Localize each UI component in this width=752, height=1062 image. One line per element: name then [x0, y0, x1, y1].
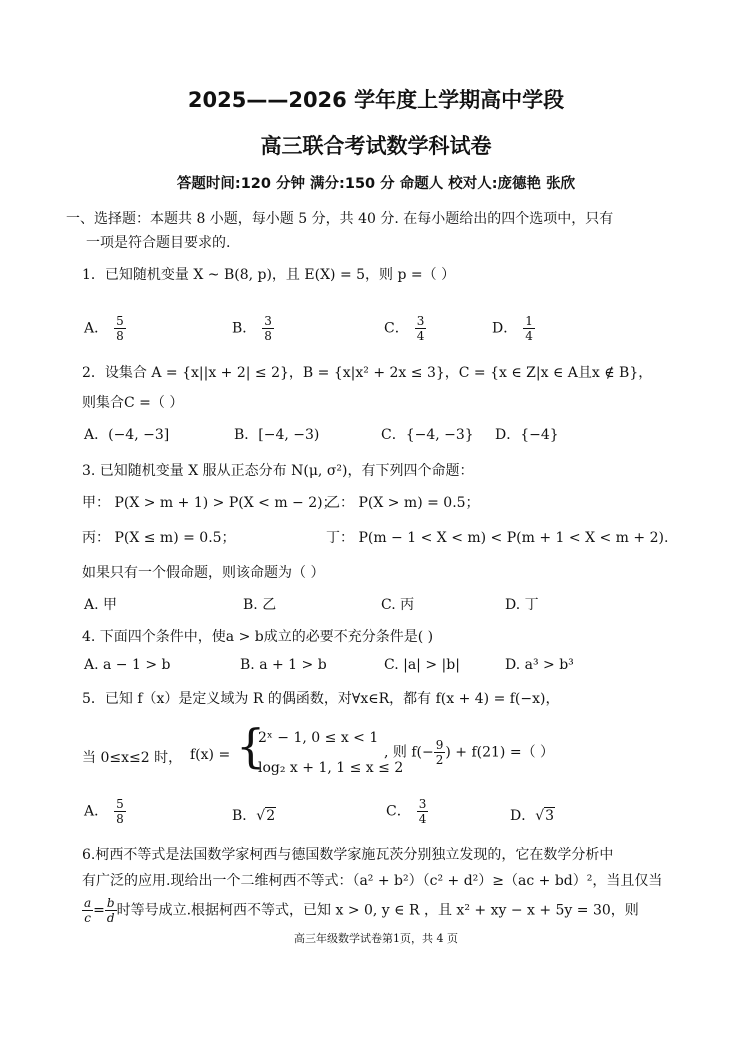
left-brace-icon: { [236, 719, 266, 773]
q4-stem: 4. 下面四个条件中，使a > b成立的必要不充分条件是( ) [82, 629, 434, 645]
q6-line1: 6.柯西不等式是法国数学家柯西与德国数学家施瓦茨分别独立发现的，它在数学分析中 [82, 847, 614, 863]
q3-stem: 3. 已知随机变量 X 服从正态分布 N(μ, σ²)，有下列四个命题： [82, 463, 474, 479]
section-intro-line2: 一项是符合题目要求的. [86, 235, 231, 251]
q4-option-d[interactable]: D. a³ > b³ [505, 657, 574, 673]
q2-stem: 2．设集合 A = {x||x + 2| ≤ 2}，B = {x|x² + 2x ≤ 3}，C = {x ∈ Z|x ∈ A且x ∉ B}， [82, 365, 653, 381]
q1-option-a[interactable]: A． $\frac{5}{8}$ [84, 314, 124, 343]
q2-option-b[interactable]: B．[−4, −3) [234, 427, 320, 443]
q2-stem2: 则集合C =（ ） [82, 395, 184, 411]
q5-option-d[interactable]: D．√3 [510, 808, 555, 824]
q2-option-c[interactable]: C．{−4, −3} [381, 427, 474, 443]
q3-bing: 丙： P(X ≤ m) = 0.5； [82, 530, 236, 546]
q5-condition: 当 0≤x≤2 时， [82, 750, 183, 766]
q5-option-b[interactable]: B．√2 [232, 808, 276, 824]
exam-info: 答题时间:120 分钟 满分:150 分 命题人 校对人:庞德艳 张欣 [176, 176, 576, 192]
q5-option-a[interactable]: A． $\frac{5}{8}$ [84, 797, 124, 826]
q1-option-d[interactable]: D． $\frac{1}{4}$ [492, 314, 533, 343]
q3-option-d[interactable]: D. 丁 [505, 597, 539, 613]
q3-yi: 乙： P(X > m) = 0.5； [326, 495, 480, 511]
exam-title-line1: 2025——2026 学年度上学期高中学段 [187, 88, 565, 112]
q6-line3: $\frac{a}{c}$ = $\frac{b}{d}$ 时等号成立.根据柯西不等式，已知 x > 0, y ∈ R ，且 x² + xy − x + 5y = 30，则 [84, 896, 639, 925]
sqrt-icon: √2 [256, 808, 276, 824]
q5-tail: , 则 f(− $\frac{9}{2}$ ) + f(21) =（ ） [384, 738, 555, 767]
q4-option-c[interactable]: C. |a| > |b| [384, 657, 460, 673]
q3-option-a[interactable]: A. 甲 [84, 597, 118, 613]
sqrt-icon: √3 [535, 808, 555, 824]
q2-option-d[interactable]: D．{−4} [495, 427, 559, 443]
q5-case1: 2ˣ − 1, 0 ≤ x < 1 [258, 730, 379, 746]
q1-option-b[interactable]: B． $\frac{3}{8}$ [232, 314, 272, 343]
q2-option-a[interactable]: A．(−4, −3] [84, 427, 170, 443]
q3-jia: 甲： P(X > m + 1) > P(X < m − 2)； [82, 495, 337, 511]
page-footer: 高三年级数学试卷第1页，共 4 页 [294, 932, 458, 945]
q4-option-b[interactable]: B. a + 1 > b [240, 657, 327, 673]
q5-option-c[interactable]: C． $\frac{3}{4}$ [386, 797, 427, 826]
q4-option-a[interactable]: A. a − 1 > b [84, 657, 171, 673]
q3-option-b[interactable]: B. 乙 [243, 597, 277, 613]
q5-fx: f(x) = [190, 747, 231, 763]
q5-case2: log₂ x + 1, 1 ≤ x ≤ 2 [258, 760, 404, 776]
q5-stem: 5．已知 f（x）是定义域为 R 的偶函数，对∀x∈R，都有 f(x + 4) = f(−x)， [82, 691, 560, 707]
section-intro-line1: 一、选择题：本题共 8 小题，每小题 5 分，共 40 分. 在每小题给出的四个选项中，只有 [66, 211, 614, 227]
q6-line2: 有广泛的应用.现给出一个二维柯西不等式：（a² + b²）（c² + d²）≥（ac + bd）²，当且仅当 [82, 873, 663, 889]
q1-stem: 1．已知随机变量 X ~ B(8, p)，且 E(X) = 5，则 p =（ ） [82, 267, 456, 283]
q3-ask: 如果只有一个假命题，则该命题为（ ） [82, 565, 325, 581]
q1-option-c[interactable]: C． $\frac{3}{4}$ [384, 314, 425, 343]
q3-option-c[interactable]: C. 丙 [381, 597, 415, 613]
q3-ding: 丁： P(m − 1 < X < m) < P(m + 1 < X < m + 2). [326, 530, 669, 546]
exam-title-line2: 高三联合考试数学科试卷 [260, 134, 492, 158]
